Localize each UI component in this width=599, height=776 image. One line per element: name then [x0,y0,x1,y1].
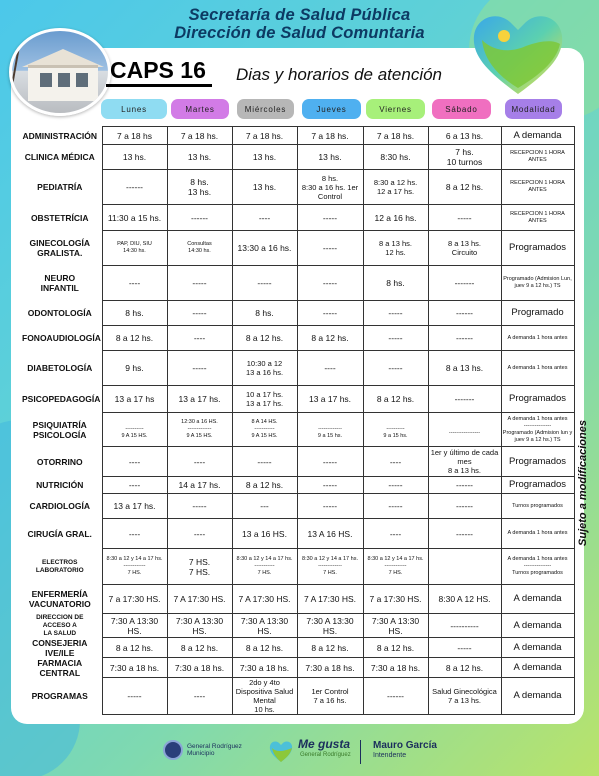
modality-cell: Programados [501,477,574,494]
schedule-cell: ---- [167,447,232,477]
schedule-cell: ------ [428,326,501,351]
schedule-cell: 2do y 4to Dispositiva Salud Mental 10 hs. [232,678,297,715]
schedule-cell: ----- [297,231,363,266]
schedule-cell: 7 a 17:30 HS. [102,585,167,614]
table-row [21,351,574,386]
schedule-cell: 13 a 16 HS. [232,519,297,549]
footer-org-name: General Rodríguez [187,743,242,750]
schedule-cell: 8 a 12 hs. [167,638,232,658]
row-label: OBSTETRÍCIA [21,205,102,231]
schedule-cell: 13 a 17 hs. [167,386,232,413]
schedule-cell: 10 a 17 hs. 13 a 17 hs. [232,386,297,413]
day-header-0: Lunes [101,99,167,119]
schedule-cell: 11:30 a 15 hs. [102,205,167,231]
schedule-cell: ----- [167,494,232,519]
schedule-cell: ------ [428,301,501,326]
schedule-cell: 8 A 14 HS. ----------- 9 A 15 HS. [232,413,297,447]
modality-cell: Programado (Admision Lun, juev 9 a 12 hs.) TS [501,266,574,301]
schedule-cell: ----- [232,266,297,301]
schedule-cell: ----- [363,326,428,351]
schedule-cell: 13 hs. [297,145,363,170]
schedule-cell: ------- [428,386,501,413]
schedule-cell: ---- [102,447,167,477]
municipal-seal-icon [163,740,183,760]
modality-cell: RECEPCION 1 HORA ANTES [501,205,574,231]
schedule-cell: ----- [297,494,363,519]
schedule-cell: 7:30 a 18 hs. [167,658,232,678]
schedule-cell: 8 a 12 hs. [232,326,297,351]
row-label: DIRECCION DE ACCESO A LA SALUD [21,614,102,638]
schedule-cell: 8 a 13 hs. 12 hs. [363,231,428,266]
schedule-cell: 8:30 A 12 HS. [428,585,501,614]
table-row [21,231,574,266]
schedule-cell: ---- [167,678,232,715]
day-header-4: Viernes [366,99,425,119]
schedule-cell: 7 A 17:30 HS. [167,585,232,614]
schedule-cell: ----- [232,447,297,477]
schedule-cell: 7 a 18 hs [102,127,167,145]
schedule-cell: ---- [167,326,232,351]
row-label: FONOAUDIOLOGÍA [21,326,102,351]
schedule-cell: 13 a 17 hs [102,386,167,413]
table-row [21,386,574,413]
schedule-cell: 7 a 17:30 HS. [363,585,428,614]
schedule-cell: 6 a 13 hs. [428,127,501,145]
schedule-cell: 8 a 12 hs. [232,638,297,658]
table-row [21,477,574,494]
schedule-cell: 13:30 a 16 hs. [232,231,297,266]
schedule-cell: 8:30 a 12 hs. 12 a 17 hs. [363,170,428,205]
table-row [21,678,574,715]
schedule-cell: ----- [363,477,428,494]
day-header-1: Martes [171,99,229,119]
row-label: FARMACIA CENTRAL [21,658,102,678]
schedule-cell: 8 a 12 hs. [428,170,501,205]
modality-cell: A demanda 1 hora antes --------------- Turnos programados [501,549,574,585]
modality-cell: A demanda [501,638,574,658]
day-header-2: Miércoles [237,99,294,119]
schedule-cell: ------ [363,678,428,715]
row-label: DIABETOLOGÍA [21,351,102,386]
modality-cell: RECEPCION 1 HORA ANTES [501,145,574,170]
schedule-cell: 7 hs. 10 turnos [428,145,501,170]
modality-cell: A demanda 1 hora antes [501,326,574,351]
schedule-cell: 13 hs. [232,145,297,170]
side-note: Sujeto a modificaciones [577,420,589,546]
schedule-cell: 8 a 12 hs. [428,658,501,678]
schedule-cell: ---- [363,447,428,477]
schedule-cell: 12:30 a 16 HS. ------------- 9 A 15 HS. [167,413,232,447]
table-row [21,585,574,614]
table-row [21,658,574,678]
schedule-cell: 8 a 13 hs. [428,351,501,386]
table-row [21,413,574,447]
modality-cell: A demanda [501,127,574,145]
schedule-table [21,126,575,715]
row-label: ADMINISTRACIÓN [21,127,102,145]
schedule-cell: ----- [363,494,428,519]
modality-cell: RECEPCION 1 HORA ANTES [501,170,574,205]
table-row [21,614,574,638]
schedule-cell: 8 a 12 hs. [297,326,363,351]
footer-heart-icon [268,738,294,764]
table-row [21,127,574,145]
footer-org [187,743,242,757]
schedule-cell: ----- [167,266,232,301]
schedule-cell: PAP, DIU, SIU 14:30 hs. [102,231,167,266]
schedule-cell: ----------------- [428,413,501,447]
schedule-cell: 1er y último de cada mes 8 a 13 hs. [428,447,501,477]
schedule-cell: ----- [297,266,363,301]
table-row [21,170,574,205]
footer-slogan-sub: General Rodríguez [300,752,351,758]
title-line-2: Dirección de Salud Comuntaria [174,24,425,42]
schedule-cell: 8 a 12 hs. [232,477,297,494]
schedule-cell: ------------- 9 a 15 hs. [297,413,363,447]
schedule-cell: 10:30 a 12 13 a 16 hs. [232,351,297,386]
schedule-cell: 7:30 a 18 hs. [363,658,428,678]
schedule-cell: 8:30 hs. [363,145,428,170]
schedule-cell: ------ [102,170,167,205]
schedule-cell: Consultas 14:30 hs. [167,231,232,266]
schedule-cell: ----- [297,205,363,231]
footer-person-title: Intendente [373,752,407,759]
modality-cell: Programados [501,447,574,477]
schedule-cell: ----- [167,301,232,326]
table-row [21,549,574,585]
schedule-cell: ----- [297,477,363,494]
schedule-cell: ----- [102,678,167,715]
schedule-cell: ------- [428,266,501,301]
row-label: GINECOLOGÍA GRALISTA. [21,231,102,266]
schedule-cell: ---------- 9 A 15 HS. [102,413,167,447]
schedule-cell: ---- [363,519,428,549]
schedule-cell: 13 a 17 hs. [297,386,363,413]
table-row [21,447,574,477]
schedule-cell: 14 a 17 hs. [167,477,232,494]
row-label: PSICOPEDAGOGÍA [21,386,102,413]
row-label: CONSEJERIA IVE/ILE [21,638,102,658]
schedule-cell: 7 A 17:30 HS. [232,585,297,614]
modality-cell: A demanda [501,658,574,678]
schedule-cell: 8:30 a 12 y 14 a 17 hs. ------------- 7 HS. [297,549,363,585]
modality-cell: Programados [501,386,574,413]
schedule-cell: 8 hs. 13 hs. [167,170,232,205]
building-photo [9,28,111,116]
schedule-cell: --- [232,494,297,519]
schedule-cell: 1er Control 7 a 16 hs. [297,678,363,715]
table-row [21,205,574,231]
schedule-cell: ----- [363,301,428,326]
page-subtitle: Dias y horarios de atención [236,65,443,84]
schedule-cell: 7:30 A 13:30 HS. [167,614,232,638]
row-label: NUTRICIÓN [21,477,102,494]
schedule-cell: 13 A 16 HS. [297,519,363,549]
schedule-cell: ----- [363,351,428,386]
schedule-cell: ------ [428,477,501,494]
schedule-cell: 8 hs. [363,266,428,301]
schedule-cell: 8:30 a 12 y 14 a 17 hs. ----------- 7 HS. [232,549,297,585]
schedule-cell: ---------- 9 a 15 hs. [363,413,428,447]
row-label: CIRUGÍA GRAL. [21,519,102,549]
modality-cell: Programado [501,301,574,326]
schedule-cell: 7 a 18 hs. [232,127,297,145]
schedule-cell: Salud Ginecológica 7 a 13 hs. [428,678,501,715]
schedule-cell: ---- [102,477,167,494]
row-label: OTORRINO [21,447,102,477]
modality-cell: Programados [501,231,574,266]
schedule-cell: 8 hs. [232,301,297,326]
table-row [21,266,574,301]
schedule-cell: 7:30 A 13:30 HS. [363,614,428,638]
schedule-cell: 8 a 12 hs. [363,638,428,658]
schedule-cell: 8 a 12 hs. [363,386,428,413]
schedule-cell: 8:30 a 12 y 14 a 17 hs. ------------ 7 HS. [363,549,428,585]
day-header-6: Modalidad [505,99,562,119]
schedule-cell: ----- [167,351,232,386]
schedule-cell: 7 a 18 hs. [363,127,428,145]
caps-title: CAPS 16 [110,57,206,83]
row-label: CARDIOLOGÍA [21,494,102,519]
modality-cell: Turnos programados [501,494,574,519]
row-label: ODONTOLOGÍA [21,301,102,326]
schedule-cell: 13 hs. [167,145,232,170]
modality-cell: A demanda 1 hora antes [501,519,574,549]
schedule-cell: ----- [428,205,501,231]
modality-cell: A demanda 1 hora antes [501,351,574,386]
day-header-5: Sábado [432,99,491,119]
row-label: ELECTROS LABORATORIO [21,549,102,585]
schedule-cell: ---- [102,519,167,549]
schedule-cell: 8 a 12 hs. [102,638,167,658]
footer-slogan: Me gusta [298,737,351,751]
schedule-cell: 7 HS. 7 HS. [167,549,232,585]
schedule-cell: ------ [167,205,232,231]
schedule-cell: 8 a 13 hs. Circuito [428,231,501,266]
table-row [21,519,574,549]
schedule-cell: 8:30 a 12 y 14 a 17 hs. ------------ 7 HS. [102,549,167,585]
schedule-cell: 7:30 A 13:30 HS. [232,614,297,638]
schedule-cell: 13 hs. [232,170,297,205]
row-label: ENFERMERÍA VACUNATORIO [21,585,102,614]
modality-cell: A demanda [501,614,574,638]
schedule-cell: 7:30 a 18 hs. [102,658,167,678]
row-label: CLINICA MÉDICA [21,145,102,170]
schedule-cell: ---- [297,351,363,386]
row-label: PROGRAMAS [21,678,102,715]
schedule-cell: 13 hs. [102,145,167,170]
heart-logo-icon [468,6,568,98]
table-row [21,145,574,170]
title-line-1: Secretaría de Salud Pública [188,6,411,24]
schedule-cell: 8 a 12 hs. [297,638,363,658]
schedule-cell: 8 hs. [102,301,167,326]
row-label: PSIQUIATRÍA PSICOLOGÍA [21,413,102,447]
schedule-cell: 8 hs. 8:30 a 16 hs. 1er Control [297,170,363,205]
schedule-cell: 13 a 17 hs. [102,494,167,519]
schedule-cell: 9 hs. [102,351,167,386]
schedule-cell: 8 a 12 hs. [102,326,167,351]
row-label: NEURO INFANTIL [21,266,102,301]
schedule-cell: 7 a 18 hs. [297,127,363,145]
schedule-cell: 7:30 a 18 hs. [232,658,297,678]
modality-cell: A demanda [501,678,574,715]
table-row [21,301,574,326]
footer-person: Mauro García [373,740,437,751]
schedule-cell: 7:30 a 18 hs. [297,658,363,678]
schedule-cell: 7:30 A 13:30 HS. [297,614,363,638]
schedule-cell: ---- [232,205,297,231]
schedule-cell: ---------- [428,614,501,638]
table-row [21,494,574,519]
schedule-cell: ------ [428,519,501,549]
schedule-cell: 7 a 18 hs. [167,127,232,145]
modality-cell: A demanda 1 hora antes --------------- Programado (Admision lun y juev 9 a 12 hs.) TS [501,413,574,447]
schedule-cell: ----- [297,447,363,477]
schedule-cell: ------ [428,494,501,519]
schedule-cell [428,549,501,585]
schedule-cell: ---- [167,519,232,549]
table-row [21,638,574,658]
schedule-cell: ----- [428,638,501,658]
schedule-cell: ----- [297,301,363,326]
footer-divider [360,740,361,764]
table-row [21,326,574,351]
schedule-cell: 7 A 17:30 HS. [297,585,363,614]
schedule-cell: ---- [102,266,167,301]
day-header-3: Jueves [302,99,361,119]
schedule-cell: 12 a 16 hs. [363,205,428,231]
modality-cell: A demanda [501,585,574,614]
row-label: PEDIATRÍA [21,170,102,205]
footer-org-sub: Municipio [187,750,215,757]
schedule-cell: 7:30 A 13:30 HS. [102,614,167,638]
